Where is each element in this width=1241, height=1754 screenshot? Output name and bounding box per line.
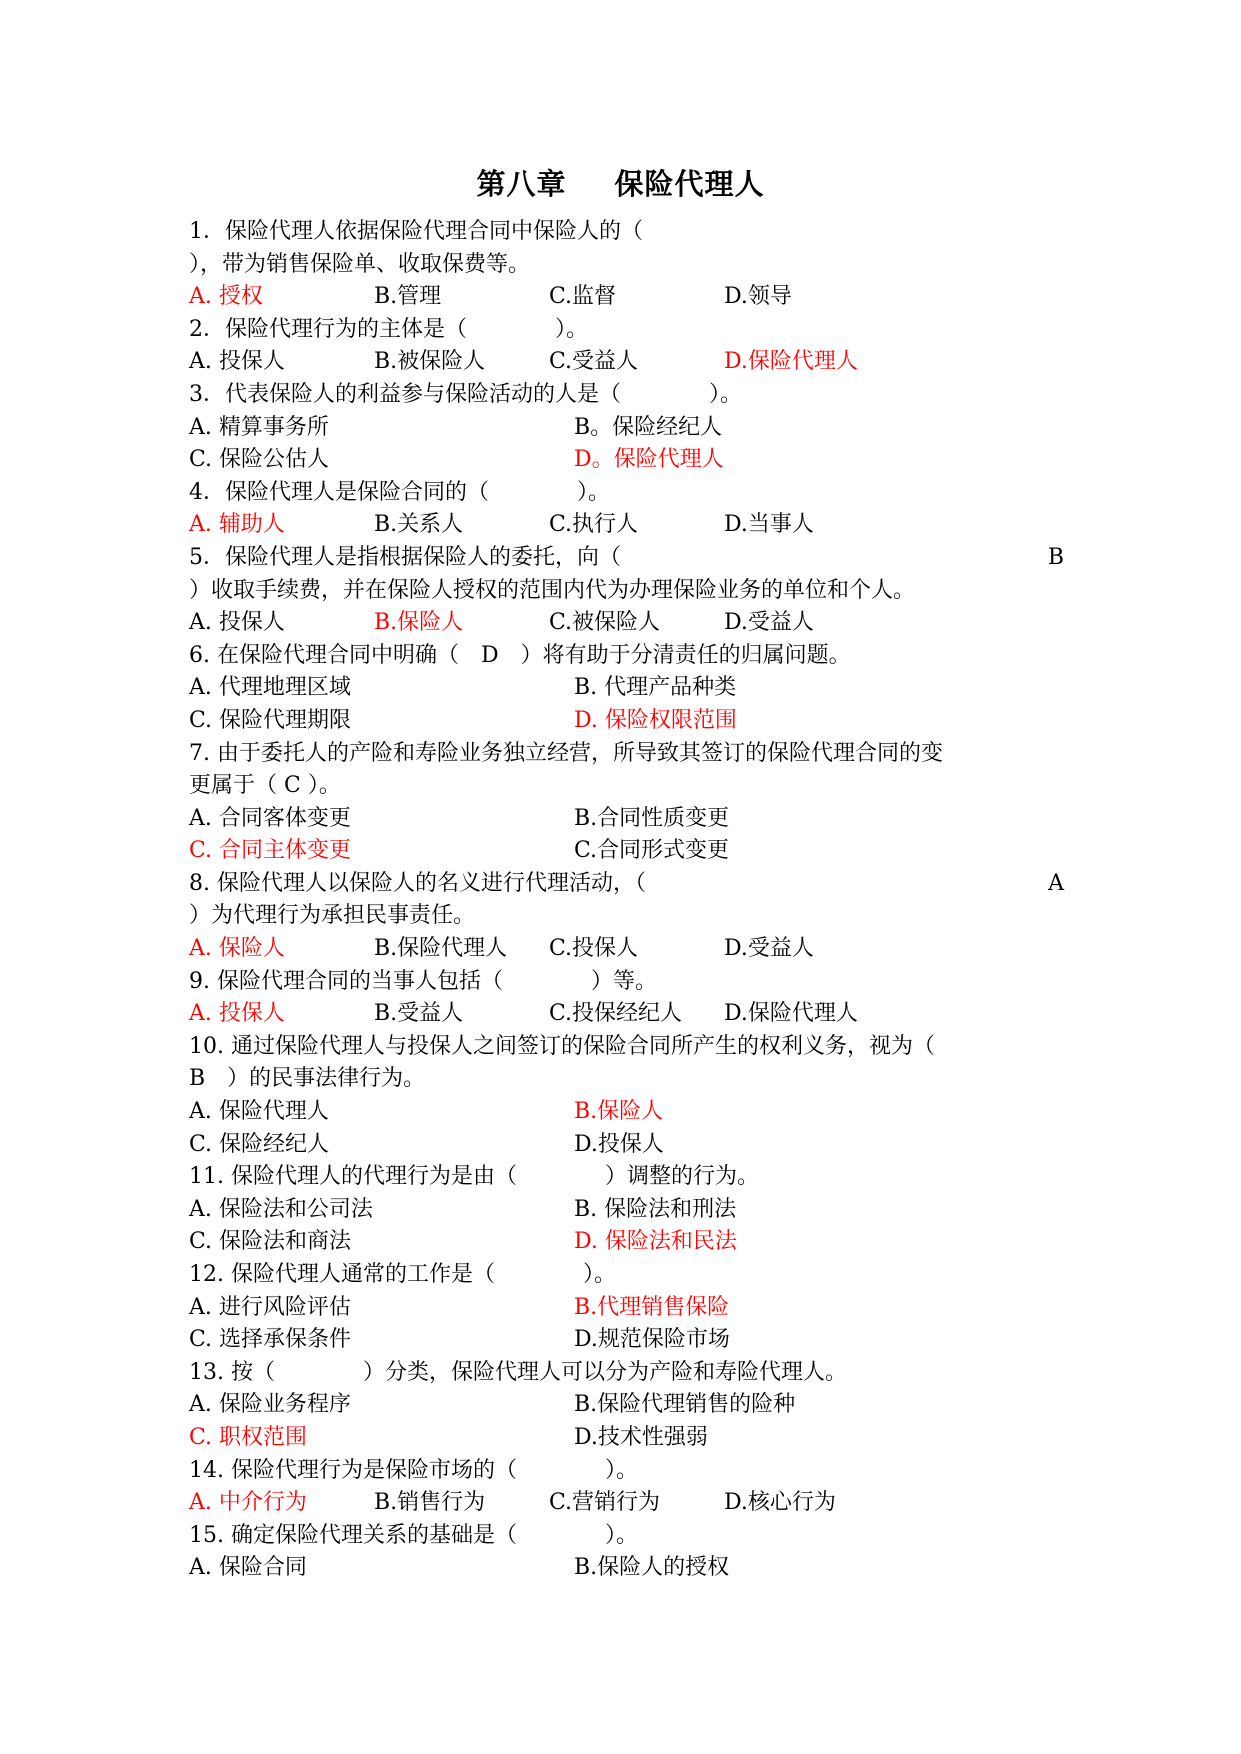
option-b: B.关系人 bbox=[374, 512, 464, 538]
option-a: A. 投保人 bbox=[189, 610, 285, 636]
option-a: A. 保险法和公司法 bbox=[189, 1196, 373, 1222]
question-12-options-row1 bbox=[189, 1292, 1064, 1325]
option-c-correct: C. 合同主体变更 bbox=[189, 838, 352, 864]
question-8-options bbox=[189, 933, 1064, 966]
option-b-correct: B.代理销售保险 bbox=[574, 1294, 730, 1320]
option-a: A. 代理地理区域 bbox=[189, 675, 351, 701]
option-d-correct: D。保险代理人 bbox=[574, 447, 724, 473]
option-c-correct: C. 职权范围 bbox=[189, 1424, 308, 1450]
option-c: C. 保险法和商法 bbox=[189, 1229, 352, 1255]
option-c: C. 保险代理期限 bbox=[189, 707, 352, 733]
question-10-options-row1 bbox=[189, 1096, 1064, 1129]
option-d: D.当事人 bbox=[724, 512, 814, 538]
option-c: C.投保人 bbox=[549, 936, 639, 962]
chapter-name: 保险代理人 bbox=[614, 167, 765, 201]
option-c: C.投保经纪人 bbox=[549, 1001, 683, 1027]
option-c: C. 保险经纪人 bbox=[189, 1131, 330, 1157]
question-11-options-row1 bbox=[189, 1194, 1064, 1227]
option-a: A. 保险业务程序 bbox=[189, 1392, 351, 1418]
option-c: C.营销行为 bbox=[549, 1490, 661, 1516]
chapter-number: 第八章 bbox=[476, 167, 567, 201]
question-8-stem-cont: ）为代理行为承担民事责任。 bbox=[189, 903, 476, 929]
option-a-correct: A. 投保人 bbox=[189, 1001, 285, 1027]
question-15-stem: 15. 确定保险代理关系的基础是（ ）。 bbox=[189, 1522, 638, 1548]
option-b: B.保险代理人 bbox=[374, 936, 508, 962]
option-a: A. 精算事务所 bbox=[189, 414, 329, 440]
chapter-title bbox=[0, 166, 1241, 202]
question-7-stem: 7. 由于委托人的产险和寿险业务独立经营，所导致其签订的保险代理合同的变 bbox=[189, 740, 943, 766]
option-a: A. 保险代理人 bbox=[189, 1099, 329, 1125]
question-12-options-row2 bbox=[189, 1324, 1064, 1357]
option-a-correct: A. 保险人 bbox=[189, 936, 285, 962]
option-d: C.合同形式变更 bbox=[574, 838, 730, 864]
question-1-stem-cont: ），带为销售保险单、收取保费等。 bbox=[189, 251, 531, 277]
question-4-stem: 4．保险代理人是保险合同的（ ）。 bbox=[189, 479, 610, 505]
question-7-stem-cont: 更属于（ C ）。 bbox=[189, 773, 341, 799]
option-a-correct: A. 辅助人 bbox=[189, 512, 285, 538]
question-14-stem: 14. 保险代理行为是保险市场的（ ）。 bbox=[189, 1457, 638, 1483]
question-3-options-row2 bbox=[189, 444, 1064, 477]
option-a: A. 投保人 bbox=[189, 349, 285, 375]
option-b: B.受益人 bbox=[374, 1001, 464, 1027]
option-c: C.受益人 bbox=[549, 349, 639, 375]
option-a: A. 合同客体变更 bbox=[189, 805, 351, 831]
option-c: C.执行人 bbox=[549, 512, 639, 538]
option-a: A. 保险合同 bbox=[189, 1555, 307, 1581]
option-c: C. 选择承保条件 bbox=[189, 1327, 352, 1353]
question-6-stem: 6. 在保险代理合同中明确（ D ）将有助于分清责任的归属问题。 bbox=[189, 642, 851, 668]
question-13-stem: 13. 按（ ）分类，保险代理人可以分为产险和寿险代理人。 bbox=[189, 1359, 847, 1385]
question-13-options-row1 bbox=[189, 1389, 1064, 1422]
option-d: D.核心行为 bbox=[724, 1490, 836, 1516]
option-c: C.监督 bbox=[549, 284, 617, 310]
question-5-options bbox=[189, 607, 1064, 640]
option-b: B. 代理产品种类 bbox=[574, 675, 737, 701]
option-b: B。保险经纪人 bbox=[574, 414, 723, 440]
option-b: B.管理 bbox=[374, 284, 442, 310]
question-list bbox=[189, 216, 1064, 1585]
question-15-options-row1 bbox=[189, 1552, 1064, 1585]
option-b: B. 保险法和刑法 bbox=[574, 1196, 737, 1222]
question-10-stem-cont: B ）的民事法律行为。 bbox=[189, 1066, 426, 1092]
option-a-correct: A. 授权 bbox=[189, 284, 263, 310]
option-d: D.受益人 bbox=[724, 610, 814, 636]
question-1-options bbox=[189, 281, 1064, 314]
option-d: D.受益人 bbox=[724, 936, 814, 962]
question-2-stem: 2．保险代理行为的主体是（ ）。 bbox=[189, 316, 588, 342]
option-d-correct: D. 保险法和民法 bbox=[574, 1229, 737, 1255]
question-6-options-row2 bbox=[189, 705, 1064, 738]
option-a-correct: A. 中介行为 bbox=[189, 1490, 307, 1516]
option-d: D.技术性强弱 bbox=[574, 1424, 708, 1450]
option-d-correct: D. 保险权限范围 bbox=[574, 707, 737, 733]
question-1-stem: 1．保险代理人依据保险代理合同中保险人的（ bbox=[189, 219, 643, 244]
option-b: B.被保险人 bbox=[374, 349, 486, 375]
option-d: D.领导 bbox=[724, 284, 792, 310]
question-6-options-row1 bbox=[189, 672, 1064, 705]
option-b-correct: B.保险人 bbox=[374, 610, 464, 636]
question-11-stem: 11. 保险代理人的代理行为是由（ ）调整的行为。 bbox=[189, 1164, 759, 1190]
option-c: C.被保险人 bbox=[549, 610, 661, 636]
question-3-options-row1 bbox=[189, 412, 1064, 445]
question-11-options-row2 bbox=[189, 1226, 1064, 1259]
question-7-options-row1 bbox=[189, 803, 1064, 836]
option-b: B.合同性质变更 bbox=[574, 805, 730, 831]
answer-letter: B bbox=[1047, 544, 1064, 570]
option-b: B.销售行为 bbox=[374, 1490, 486, 1516]
option-d: D.投保人 bbox=[574, 1131, 664, 1157]
question-12-stem: 12. 保险代理人通常的工作是（ ）。 bbox=[189, 1262, 616, 1287]
question-13-options-row2 bbox=[189, 1422, 1064, 1455]
option-d-correct: D.保险代理人 bbox=[724, 349, 858, 375]
question-9-stem: 9. 保险代理合同的当事人包括（ ）等。 bbox=[189, 968, 657, 994]
question-3-stem: 3．代表保险人的利益参与保险活动的人是（ ）。 bbox=[189, 381, 742, 407]
question-7-options-row2 bbox=[189, 835, 1064, 868]
question-10-options-row2 bbox=[189, 1129, 1064, 1162]
option-b: B.保险代理销售的险种 bbox=[574, 1392, 796, 1418]
question-5-stem: 5．保险代理人是指根据保险人的委托，向（ B bbox=[189, 542, 1064, 575]
option-c: C. 保险公估人 bbox=[189, 447, 330, 473]
question-10-stem: 10. 通过保险代理人与投保人之间签订的保险合同所产生的权利义务，视为（ bbox=[189, 1033, 935, 1059]
question-4-options bbox=[189, 509, 1064, 542]
question-2-options bbox=[189, 346, 1064, 379]
option-d: D.保险代理人 bbox=[724, 1001, 858, 1027]
question-8-stem: 8. 保险代理人以保险人的名义进行代理活动，（ A bbox=[189, 868, 1064, 901]
option-b: B.保险人的授权 bbox=[574, 1555, 730, 1581]
question-5-stem-cont: ）收取手续费，并在保险人授权的范围内代为办理保险业务的单位和个人。 bbox=[189, 577, 916, 603]
option-a: A. 进行风险评估 bbox=[189, 1294, 351, 1320]
option-b-correct: B.保险人 bbox=[574, 1099, 664, 1125]
question-9-options bbox=[189, 998, 1064, 1031]
option-d: D.规范保险市场 bbox=[574, 1327, 730, 1353]
question-14-options bbox=[189, 1487, 1064, 1520]
answer-letter: A bbox=[1048, 870, 1064, 896]
